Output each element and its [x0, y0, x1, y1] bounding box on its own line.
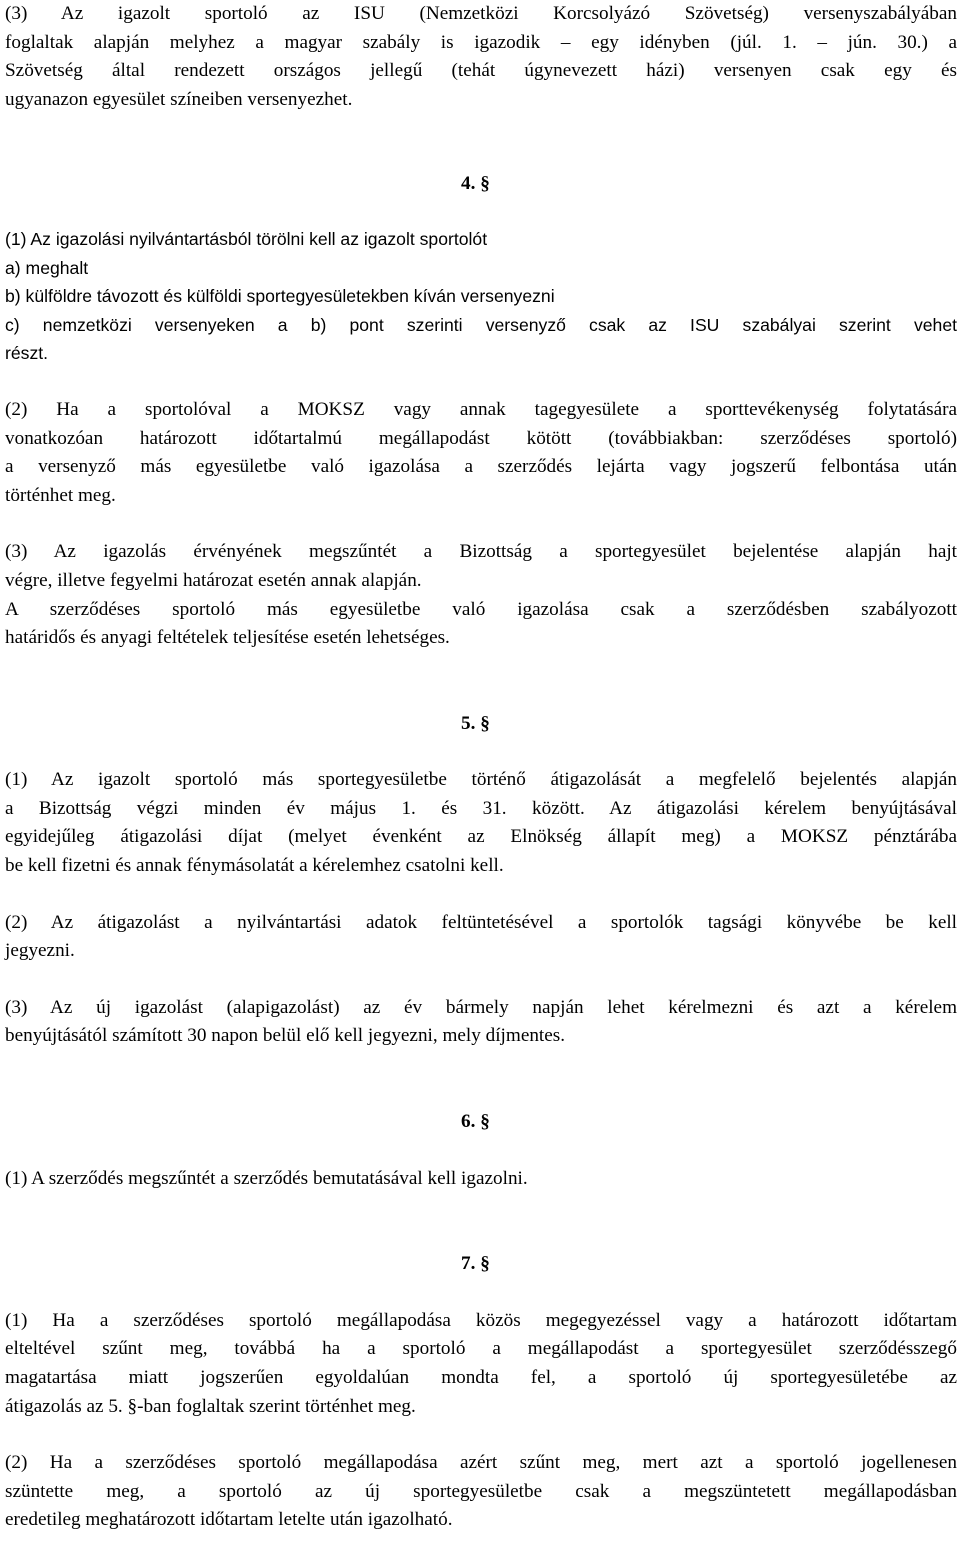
intro-paragraph-3 [5, 0, 957, 114]
text-line: (2) Az átigazolást a nyilvántartási adatok feltüntetésével a sportolók tagsági könyvébe be kell [5, 911, 957, 933]
section-4-heading: 4. § [461, 173, 490, 195]
text-line: magatartása miatt jogszerűen egyoldalúan mondta fel, a sportoló új sportegyesületébe az [5, 1367, 957, 1388]
text-line: eredetileg meghatározott időtartam letelte után igazolható. [5, 1509, 453, 1531]
text-line: történhet meg. [5, 484, 116, 506]
text-line: c) nemzetközi versenyeken a b) pont szerinti versenyző csak az ISU szabályai szerint vehet [5, 314, 957, 335]
text-line: jegyezni. [5, 940, 75, 962]
text-line: a) meghalt [5, 257, 89, 278]
text-line: vonatkozóan határozott időtartalmú megállapodást kötött (továbbiakban: szerződéses sportoló) [5, 427, 957, 449]
text-line: határidős és anyagi feltételek teljesítése esetén lehetséges. [5, 627, 450, 649]
text-line: (1) A szerződés megszűntét a szerződés bemutatásával kell igazolni. [5, 1167, 528, 1189]
text-line: elteltével szűnt meg, továbbá ha a sportoló a megállapodást a sportegyesület szerződésszegő [5, 1338, 957, 1360]
section-5-paragraph-2 [5, 909, 957, 966]
section-6-heading: 6. § [461, 1111, 490, 1133]
section-5-heading: 5. § [461, 712, 490, 734]
text-line: szüntette meg, a sportoló az új sportegyesületbe csak a megszüntetett megállapodásban [5, 1480, 957, 1502]
text-line: b) külföldre távozott és külföldi sportegyesületekben kíván versenyezni [5, 286, 555, 307]
text-line: benyújtásától számított 30 napon belül elő kell jegyezni, mely díjmentes. [5, 1025, 566, 1047]
text-line: (3) Az igazolt sportoló az ISU (Nemzetközi Korcsolyázó Szövetség) versenyszabályában [5, 3, 957, 24]
text-line: (1) Ha a szerződéses sportoló megállapodása közös megegyezéssel vagy a határozott időtartam [5, 1309, 957, 1331]
document-page [5, 0, 957, 1535]
section-4-paragraph-1 [5, 225, 957, 368]
section-4-paragraph-3 [5, 538, 957, 652]
text-line: átigazolás az 5. §-ban foglaltak szerint történhet meg. [5, 1395, 416, 1417]
text-line: Szövetség által rendezett országos jellegű (tehát úgynevezett házi) versenyen csak egy és [5, 60, 957, 82]
section-5-paragraph-1 [5, 766, 957, 880]
section-7-heading: 7. § [461, 1253, 490, 1275]
text-line: (1) Az igazolási nyilvántartásból törölni kell az igazolt sportolót [5, 228, 488, 249]
text-line: be kell fizetni és annak fénymásolatát a kérelemhez csatolni kell. [5, 855, 504, 877]
text-line: ugyanazon egyesület színeiben versenyezhet. [5, 88, 353, 110]
text-line: (3) Az új igazolást (alapigazolást) az év bármely napján lehet kérelmezni és azt a kérelem [5, 996, 957, 1018]
section-6-paragraph-1 [5, 1165, 957, 1194]
text-line: részt. [5, 343, 49, 364]
section-5-paragraph-3 [5, 994, 957, 1051]
text-line: (2) Ha a sportolóval a MOKSZ vagy annak tagegyesülete a sporttevékenység folytatására [5, 398, 957, 420]
text-line: a Bizottság végzi minden év május 1. és 31. között. Az átigazolási kérelem benyújtásával [5, 797, 957, 819]
section-7-paragraph-1 [5, 1307, 957, 1421]
section-4-paragraph-2 [5, 396, 957, 510]
text-line: foglaltak alapján melyhez a magyar szabály is igazodik – egy idényben (júl. 1. – jún. 30.) a [5, 31, 957, 53]
text-line: (2) Ha a szerződéses sportoló megállapodása azért szűnt meg, mert azt a sportoló jogellenesen [5, 1452, 957, 1474]
text-line: a versenyző más egyesületbe való igazolása a szerződés lejárta vagy jogszerű felbontása után [5, 456, 957, 478]
text-line: egyidejűleg átigazolási díjat (melyet évenként az Elnökség állapít meg) a MOKSZ pénztárába [5, 826, 957, 848]
section-7-paragraph-2 [5, 1449, 957, 1535]
text-line: A szerződéses sportoló más egyesületbe való igazolása csak a szerződésben szabályozott [5, 598, 957, 620]
text-line: (1) Az igazolt sportoló más sportegyesületbe történő átigazolását a megfelelő bejelentés alapján [5, 769, 957, 791]
text-line: (3) Az igazolás érvényének megszűntét a Bizottság a sportegyesület bejelentése alapján hajt [5, 541, 957, 563]
text-line: végre, illetve fegyelmi határozat esetén annak alapján. [5, 569, 422, 591]
